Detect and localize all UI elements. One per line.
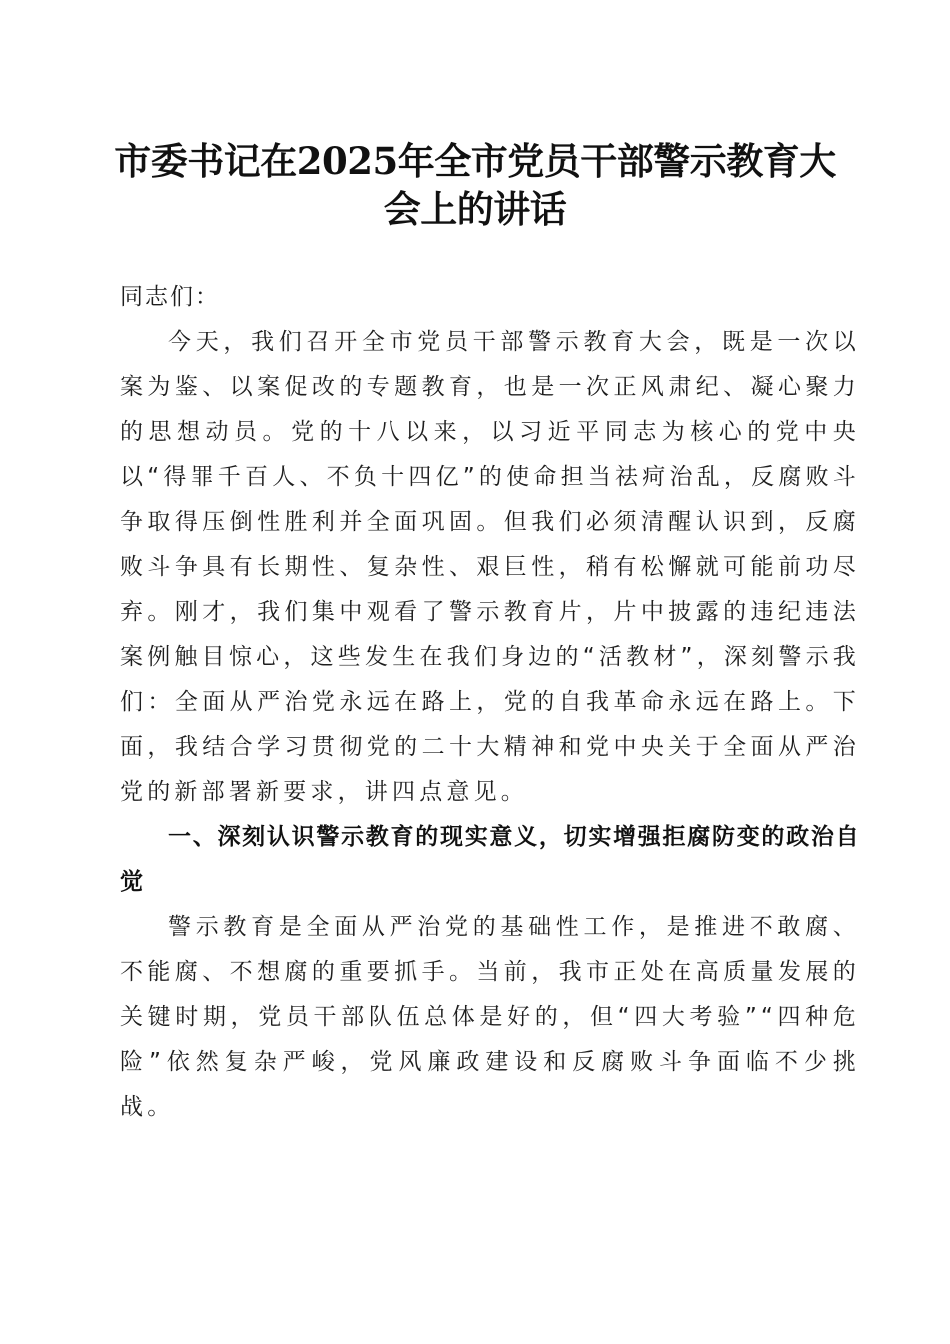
salutation: 同志们： bbox=[120, 284, 220, 310]
document-body bbox=[120, 275, 860, 1130]
section-heading: 一、深刻认识警示教育的现实意义，切实增强拒腐防变的政治自觉 bbox=[120, 824, 860, 895]
section-paragraph: 警示教育是全面从严治党的基础性工作，是推进不敢腐、不能腐、不想腐的重要抓手。当前，我市正处在高质量发展的关键时期，党员干部队伍总体是好的，但“四大考验”“四种危险”依然复杂严峻，党风廉政建设和反腐败斗争面临不少挑战。 bbox=[120, 914, 860, 1120]
intro-paragraph: 今天，我们召开全市党员干部警示教育大会，既是一次以案为鉴、以案促改的专题教育，也是一次正风肃纪、凝心聚力的思想动员。党的十八以来，以习近平同志为核心的党中央以“得罪千百人、不负十四亿”的使命担当祛疴治乱，反腐败斗争取得压倒性胜利并全面巩固。但我们必须清醒认识到，反腐败斗争具有长期性、复杂性、艰巨性，稍有松懈就可能前功尽弃。刚才，我们集中观看了警示教育片，片中披露的违纪违法案例触目惊心，这些发生在我们身边的“活教材”，深刻警示我们：全面从严治党永远在路上，党的自我革命永远在路上。下面，我结合学习贯彻党的二十大精神和党中央关于全面从严治党的新部署新要求，讲四点意见。 bbox=[120, 329, 860, 805]
document-title: 市委书记在2025年全市党员干部警示教育大会上的讲话 bbox=[114, 139, 836, 231]
